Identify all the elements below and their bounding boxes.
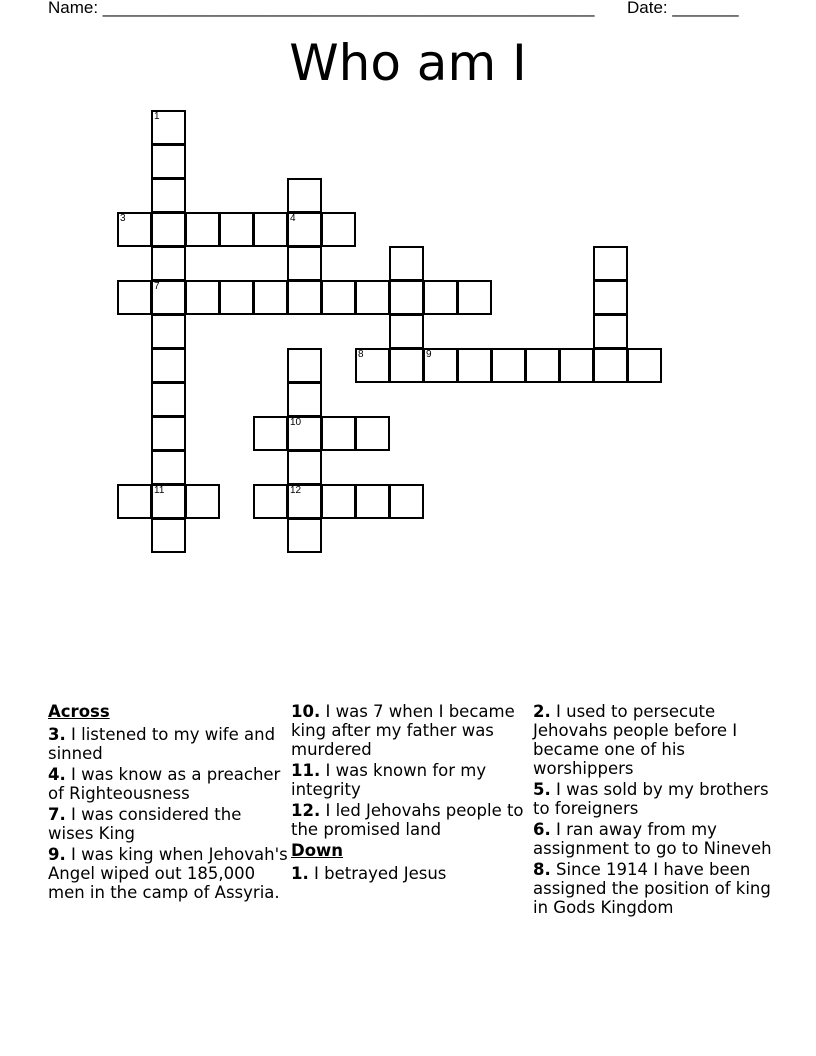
- clue-text: I led Jehovahs people to the promised land: [291, 801, 524, 839]
- clue-number-label: 2.: [533, 702, 551, 721]
- crossword-cell[interactable]: [287, 348, 322, 383]
- clue-number-label: 8.: [533, 860, 551, 879]
- clue-number: 8: [358, 349, 364, 360]
- clue-text: I was know as a preacher of Righteousness: [48, 765, 281, 803]
- crossword-cell[interactable]: [423, 280, 458, 315]
- clue-text: I used to persecute Jehovahs people before I became one of his worshippers: [533, 702, 738, 778]
- crossword-cell[interactable]: [151, 212, 186, 247]
- crossword-cell[interactable]: [321, 212, 356, 247]
- crossword-cell[interactable]: [389, 314, 424, 349]
- date-field[interactable]: Date: _______: [627, 0, 739, 17]
- clue-number: 10: [290, 417, 302, 428]
- crossword-cell[interactable]: [117, 484, 152, 519]
- clue-text: I was considered the wises King: [48, 805, 242, 843]
- page-title: Who am I: [289, 34, 527, 92]
- clue-item: [48, 845, 288, 902]
- clue-item: [291, 801, 531, 839]
- crossword-cell[interactable]: [219, 280, 254, 315]
- clue-item: [533, 860, 773, 917]
- clue-number-label: 6.: [533, 820, 551, 839]
- crossword-cell[interactable]: [593, 348, 628, 383]
- clue-number: 11: [154, 485, 165, 496]
- crossword-cell[interactable]: [457, 348, 492, 383]
- crossword-cell[interactable]: [253, 484, 288, 519]
- crossword-cell[interactable]: [321, 484, 356, 519]
- crossword-cell[interactable]: [253, 280, 288, 315]
- crossword-cell[interactable]: [287, 178, 322, 213]
- crossword-cell[interactable]: [287, 484, 322, 519]
- crossword-cell[interactable]: [287, 450, 322, 485]
- crossword-cell[interactable]: [117, 212, 152, 247]
- crossword-cell[interactable]: [491, 348, 526, 383]
- clue-number-label: 12.: [291, 801, 321, 820]
- crossword-cell[interactable]: [151, 110, 186, 145]
- crossword-cell[interactable]: [389, 246, 424, 281]
- clues-column-2: [291, 702, 531, 885]
- across-clue-list-continued: [291, 702, 531, 839]
- down-heading: Down: [291, 841, 344, 860]
- clue-number-label: 7.: [48, 805, 66, 824]
- crossword-cell[interactable]: [151, 484, 186, 519]
- crossword-cell[interactable]: [593, 280, 628, 315]
- crossword-cell[interactable]: [593, 246, 628, 281]
- clue-text: I betrayed Jesus: [308, 864, 447, 883]
- clue-number-label: 9.: [48, 845, 66, 864]
- clue-text: I was king when Jehovah's Angel wiped out 185,000 men in the camp of Assyria.: [48, 845, 288, 902]
- crossword-cell[interactable]: [287, 416, 322, 451]
- crossword-cell[interactable]: [287, 382, 322, 417]
- crossword-cell[interactable]: [355, 348, 390, 383]
- crossword-cell[interactable]: [151, 280, 186, 315]
- crossword-cell[interactable]: [151, 348, 186, 383]
- clue-number: 7: [154, 281, 160, 292]
- clue-item: [291, 702, 531, 759]
- clues-column-1: [48, 702, 288, 904]
- crossword-cell[interactable]: [117, 280, 152, 315]
- crossword-cell[interactable]: [355, 484, 390, 519]
- crossword-cell[interactable]: [559, 348, 594, 383]
- clue-number: 12: [290, 485, 302, 496]
- clue-text: I was sold by my brothers to foreigners: [533, 780, 769, 818]
- clue-item: [533, 820, 773, 858]
- clue-item: [533, 780, 773, 818]
- crossword-cell[interactable]: [253, 416, 288, 451]
- crossword-cell[interactable]: [219, 212, 254, 247]
- clue-number: 1: [154, 111, 160, 122]
- clue-number-label: 1.: [291, 864, 309, 883]
- clue-item: [533, 702, 773, 778]
- clue-text: Since 1914 I have been assigned the position of king in Gods Kingdom: [533, 860, 771, 917]
- clue-number-label: 11.: [291, 761, 321, 780]
- down-clue-list-continued: [533, 702, 773, 917]
- clue-number-label: 10.: [291, 702, 321, 721]
- crossword-cell[interactable]: [355, 416, 390, 451]
- crossword-cell[interactable]: [287, 518, 322, 553]
- crossword-cell[interactable]: [321, 416, 356, 451]
- clue-item: [291, 864, 531, 883]
- clue-text: I ran away from my assignment to go to Nineveh: [533, 820, 772, 858]
- clue-number: 9: [426, 349, 432, 360]
- crossword-cell[interactable]: [151, 416, 186, 451]
- crossword-cell[interactable]: [389, 280, 424, 315]
- name-field[interactable]: Name: ____________________________________________________: [48, 0, 595, 17]
- crossword-cell[interactable]: [287, 280, 322, 315]
- crossword-cell[interactable]: [151, 382, 186, 417]
- crossword-cell[interactable]: [423, 348, 458, 383]
- crossword-cell[interactable]: [389, 348, 424, 383]
- crossword-cell[interactable]: [151, 144, 186, 179]
- clue-number-label: 5.: [533, 780, 551, 799]
- clue-item: [48, 765, 288, 803]
- clue-text: I was 7 when I became king after my father was murdered: [291, 702, 515, 759]
- crossword-cell[interactable]: [185, 212, 220, 247]
- clue-number: 4: [290, 213, 296, 224]
- crossword-cell[interactable]: [151, 450, 186, 485]
- clue-number-label: 4.: [48, 765, 66, 784]
- crossword-cell[interactable]: [287, 246, 322, 281]
- clue-item: [48, 725, 288, 763]
- crossword-cell[interactable]: [457, 280, 492, 315]
- crossword-cell[interactable]: [593, 314, 628, 349]
- crossword-cell[interactable]: [355, 280, 390, 315]
- clues-column-3: [533, 702, 773, 919]
- crossword-cell[interactable]: [627, 348, 662, 383]
- crossword-cell[interactable]: [185, 484, 220, 519]
- crossword-cell[interactable]: [151, 178, 186, 213]
- across-clue-list: [48, 725, 288, 902]
- crossword-cell[interactable]: [253, 212, 288, 247]
- crossword-cell[interactable]: [185, 280, 220, 315]
- clue-text: I was known for my integrity: [291, 761, 487, 799]
- clue-item: [48, 805, 288, 843]
- crossword-cell[interactable]: [525, 348, 560, 383]
- crossword-cell[interactable]: [287, 212, 322, 247]
- down-clue-list: [291, 864, 531, 883]
- crossword-cell[interactable]: [151, 314, 186, 349]
- across-heading: Across: [48, 702, 110, 721]
- clue-number-label: 3.: [48, 725, 66, 744]
- crossword-cell[interactable]: [151, 518, 186, 553]
- clue-item: [291, 761, 531, 799]
- crossword-cell[interactable]: [389, 484, 424, 519]
- crossword-cell[interactable]: [321, 280, 356, 315]
- clue-number: 3: [120, 213, 126, 224]
- crossword-cell[interactable]: [151, 246, 186, 281]
- clue-text: I listened to my wife and sinned: [48, 725, 276, 763]
